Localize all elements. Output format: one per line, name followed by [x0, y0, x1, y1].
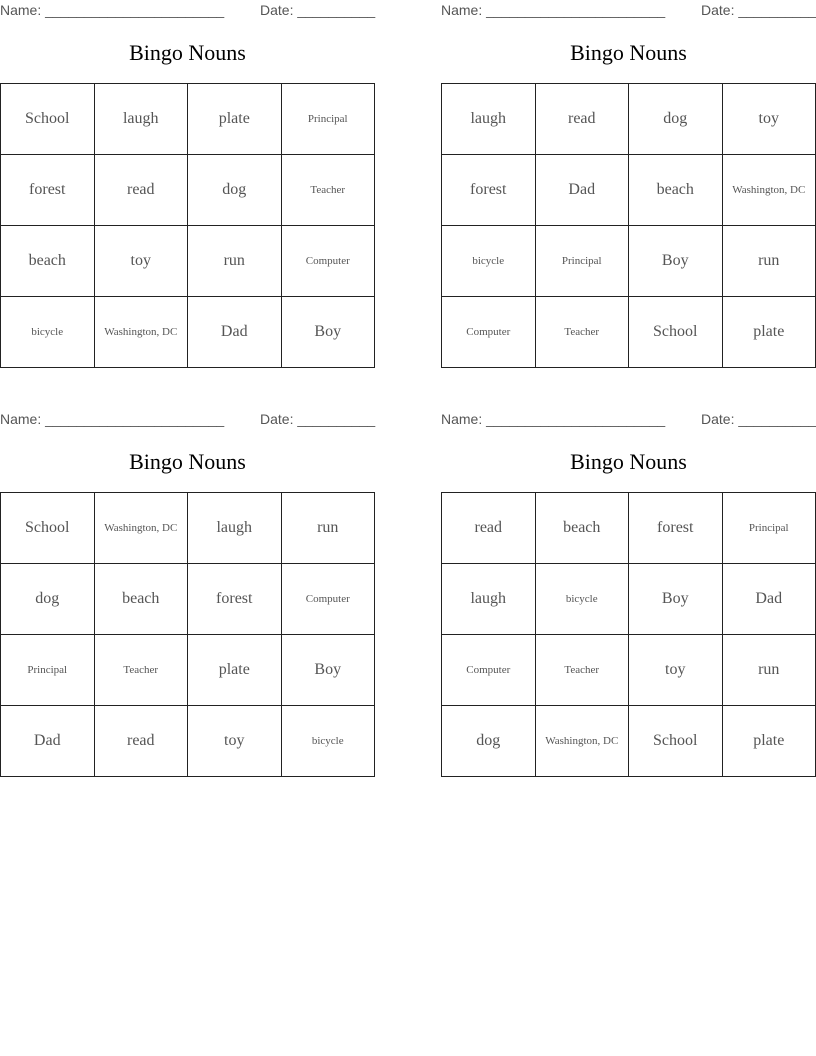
- grid-cell: toy: [722, 84, 816, 155]
- grid-row: [1, 155, 375, 226]
- grid-cell: Washington, DC: [94, 297, 188, 368]
- card-title: Bingo Nouns: [570, 449, 687, 474]
- grid-row: [1, 564, 375, 635]
- grid-cell: School: [629, 297, 723, 368]
- grid-cell: bicycle: [535, 564, 629, 635]
- grid-cell: read: [94, 155, 188, 226]
- grid-row: [1, 297, 375, 368]
- bingo-card-3: [0, 409, 375, 773]
- grid-cell: plate: [722, 706, 816, 777]
- grid-cell: laugh: [188, 493, 282, 564]
- grid-cell: run: [281, 493, 375, 564]
- grid-cell: Computer: [281, 226, 375, 297]
- name-field-label: Name: _______________________: [0, 411, 225, 427]
- grid-cell: toy: [94, 226, 188, 297]
- grid-cell: Dad: [722, 564, 816, 635]
- grid-cell: Principal: [722, 493, 816, 564]
- grid-cell: forest: [1, 155, 95, 226]
- grid-cell: read: [535, 84, 629, 155]
- grid-cell: Washington, DC: [722, 155, 816, 226]
- bingo-card-2: [441, 0, 816, 364]
- grid-cell: read: [94, 706, 188, 777]
- bingo-grid: [441, 492, 816, 777]
- grid-cell: toy: [188, 706, 282, 777]
- grid-cell: School: [629, 706, 723, 777]
- grid-cell: beach: [1, 226, 95, 297]
- grid-cell: run: [722, 226, 816, 297]
- grid-row: [442, 564, 816, 635]
- bingo-grid: [0, 83, 375, 368]
- grid-cell: dog: [629, 84, 723, 155]
- grid-row: [1, 706, 375, 777]
- card-header: [441, 2, 816, 20]
- card-title: Bingo Nouns: [570, 40, 687, 65]
- grid-cell: Teacher: [535, 635, 629, 706]
- grid-row: [1, 493, 375, 564]
- date-field-label: Date: __________: [701, 411, 816, 427]
- grid-cell: run: [722, 635, 816, 706]
- grid-cell: forest: [629, 493, 723, 564]
- grid-cell: Dad: [535, 155, 629, 226]
- card-header: [441, 411, 816, 429]
- grid-row: [442, 226, 816, 297]
- grid-cell: Principal: [1, 635, 95, 706]
- date-field-label: Date: __________: [260, 2, 376, 18]
- grid-cell: read: [442, 493, 536, 564]
- card-header: [0, 2, 375, 20]
- grid-cell: Computer: [442, 297, 536, 368]
- grid-cell: Washington, DC: [94, 493, 188, 564]
- grid-cell: dog: [442, 706, 536, 777]
- grid-cell: Computer: [281, 564, 375, 635]
- grid-cell: Dad: [1, 706, 95, 777]
- card-title: Bingo Nouns: [129, 449, 246, 474]
- grid-row: [442, 635, 816, 706]
- grid-cell: dog: [188, 155, 282, 226]
- grid-cell: Boy: [281, 297, 375, 368]
- grid-cell: plate: [188, 84, 282, 155]
- grid-cell: School: [1, 493, 95, 564]
- bingo-card-1: [0, 0, 375, 364]
- grid-cell: Boy: [629, 226, 723, 297]
- grid-row: [1, 84, 375, 155]
- grid-row: [442, 493, 816, 564]
- grid-cell: bicycle: [1, 297, 95, 368]
- grid-cell: Washington, DC: [535, 706, 629, 777]
- card-header: [0, 411, 375, 429]
- grid-cell: Teacher: [281, 155, 375, 226]
- grid-row: [1, 226, 375, 297]
- bingo-grid: [0, 492, 375, 777]
- grid-row: [442, 297, 816, 368]
- bingo-grid: [441, 83, 816, 368]
- grid-cell: Teacher: [94, 635, 188, 706]
- grid-row: [442, 706, 816, 777]
- grid-cell: laugh: [442, 84, 536, 155]
- grid-cell: Teacher: [535, 297, 629, 368]
- grid-cell: plate: [722, 297, 816, 368]
- grid-cell: School: [1, 84, 95, 155]
- grid-cell: Boy: [629, 564, 723, 635]
- name-field-label: Name: _______________________: [0, 2, 225, 18]
- grid-cell: Boy: [281, 635, 375, 706]
- grid-cell: beach: [535, 493, 629, 564]
- grid-row: [442, 84, 816, 155]
- grid-cell: Dad: [188, 297, 282, 368]
- grid-cell: forest: [188, 564, 282, 635]
- name-field-label: Name: _______________________: [441, 2, 666, 18]
- grid-cell: beach: [94, 564, 188, 635]
- grid-cell: bicycle: [281, 706, 375, 777]
- card-title: Bingo Nouns: [129, 40, 246, 65]
- grid-cell: laugh: [94, 84, 188, 155]
- date-field-label: Date: __________: [260, 411, 376, 427]
- grid-cell: beach: [629, 155, 723, 226]
- grid-cell: Computer: [442, 635, 536, 706]
- date-field-label: Date: __________: [701, 2, 816, 18]
- bingo-card-4: [441, 409, 816, 773]
- name-field-label: Name: _______________________: [441, 411, 666, 427]
- grid-cell: forest: [442, 155, 536, 226]
- grid-cell: Principal: [535, 226, 629, 297]
- grid-cell: laugh: [442, 564, 536, 635]
- grid-cell: run: [188, 226, 282, 297]
- grid-cell: toy: [629, 635, 723, 706]
- grid-row: [442, 155, 816, 226]
- grid-cell: bicycle: [442, 226, 536, 297]
- grid-cell: plate: [188, 635, 282, 706]
- grid-row: [1, 635, 375, 706]
- grid-cell: Principal: [281, 84, 375, 155]
- grid-cell: dog: [1, 564, 95, 635]
